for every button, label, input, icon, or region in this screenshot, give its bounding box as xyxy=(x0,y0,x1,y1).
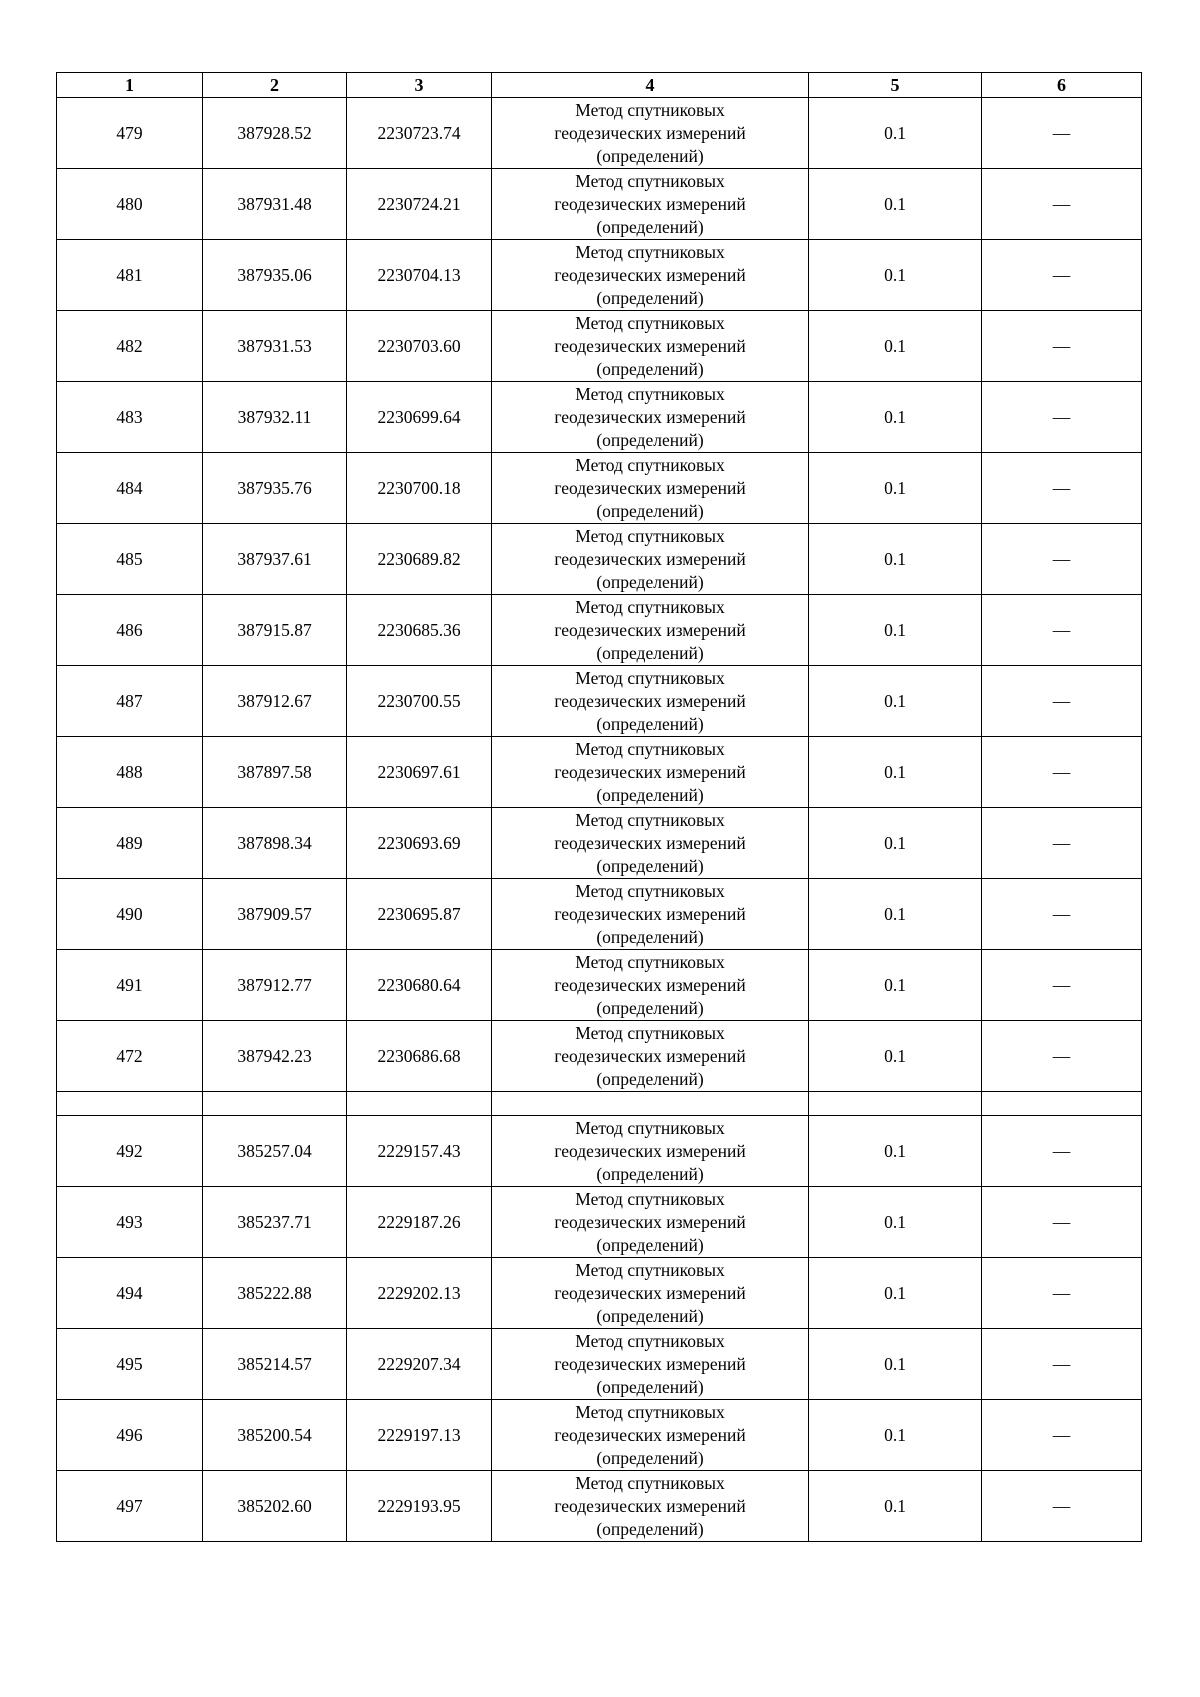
method-line: Метод спутниковых xyxy=(575,1188,725,1209)
method-cell xyxy=(492,524,809,595)
header-col-4: 4 xyxy=(492,73,809,98)
method-line: (определений) xyxy=(596,784,704,805)
accuracy-cell: 0.1 xyxy=(809,1187,982,1258)
method-line: геодезических измерений xyxy=(554,406,746,427)
coord-y-cell: 2230693.69 xyxy=(347,808,492,879)
coord-y-cell: 2230680.64 xyxy=(347,950,492,1021)
coord-x-cell: 387898.34 xyxy=(203,808,347,879)
method-line: Метод спутниковых xyxy=(575,454,725,475)
point-number-cell: 492 xyxy=(57,1116,203,1187)
coord-y-cell: 2229193.95 xyxy=(347,1471,492,1542)
table-row xyxy=(57,950,1142,1021)
table-row xyxy=(57,524,1142,595)
method-cell xyxy=(492,169,809,240)
method-line: (определений) xyxy=(596,1447,704,1468)
method-cell xyxy=(492,382,809,453)
table-row xyxy=(57,879,1142,950)
accuracy-cell: 0.1 xyxy=(809,737,982,808)
point-number-cell: 483 xyxy=(57,382,203,453)
method-line: геодезических измерений xyxy=(554,832,746,853)
accuracy-cell: 0.1 xyxy=(809,311,982,382)
method-line: (определений) xyxy=(596,997,704,1018)
method-line: Метод спутниковых xyxy=(575,880,725,901)
coord-y-cell: 2230689.82 xyxy=(347,524,492,595)
dash-cell: — xyxy=(982,311,1142,382)
point-number-cell: 472 xyxy=(57,1021,203,1092)
point-number-cell: 495 xyxy=(57,1329,203,1400)
accuracy-cell: 0.1 xyxy=(809,1329,982,1400)
method-line: (определений) xyxy=(596,216,704,237)
accuracy-cell: 0.1 xyxy=(809,240,982,311)
coord-x-cell: 385237.71 xyxy=(203,1187,347,1258)
coord-y-cell: 2229207.34 xyxy=(347,1329,492,1400)
accuracy-cell: 0.1 xyxy=(809,1021,982,1092)
method-line: (определений) xyxy=(596,713,704,734)
method-line: Метод спутниковых xyxy=(575,170,725,191)
coord-y-cell: 2230697.61 xyxy=(347,737,492,808)
method-line: Метод спутниковых xyxy=(575,241,725,262)
coord-y-cell: 2230700.55 xyxy=(347,666,492,737)
method-line: геодезических измерений xyxy=(554,903,746,924)
table-header-row xyxy=(57,73,1142,98)
dash-cell: — xyxy=(982,382,1142,453)
method-cell xyxy=(492,666,809,737)
method-line: геодезических измерений xyxy=(554,1140,746,1161)
point-number-cell: 497 xyxy=(57,1471,203,1542)
accuracy-cell: 0.1 xyxy=(809,453,982,524)
point-number-cell: 481 xyxy=(57,240,203,311)
method-line: (определений) xyxy=(596,642,704,663)
method-line: геодезических измерений xyxy=(554,1211,746,1232)
dash-cell: — xyxy=(982,240,1142,311)
method-line: (определений) xyxy=(596,500,704,521)
method-line: (определений) xyxy=(596,1234,704,1255)
coord-x-cell: 387942.23 xyxy=(203,1021,347,1092)
coord-y-cell: 2230700.18 xyxy=(347,453,492,524)
empty-cell xyxy=(57,1092,203,1116)
point-number-cell: 487 xyxy=(57,666,203,737)
method-line: геодезических измерений xyxy=(554,1353,746,1374)
method-line: Метод спутниковых xyxy=(575,99,725,120)
method-cell xyxy=(492,1187,809,1258)
table-row xyxy=(57,808,1142,879)
method-line: геодезических измерений xyxy=(554,690,746,711)
method-cell xyxy=(492,950,809,1021)
method-line: (определений) xyxy=(596,571,704,592)
point-number-cell: 496 xyxy=(57,1400,203,1471)
dash-cell: — xyxy=(982,950,1142,1021)
coord-x-cell: 387912.77 xyxy=(203,950,347,1021)
coord-y-cell: 2230704.13 xyxy=(347,240,492,311)
table-row xyxy=(57,240,1142,311)
coordinates-table xyxy=(56,72,1142,1542)
method-line: (определений) xyxy=(596,287,704,308)
method-line: (определений) xyxy=(596,1376,704,1397)
coord-y-cell: 2229197.13 xyxy=(347,1400,492,1471)
method-line: (определений) xyxy=(596,1305,704,1326)
method-cell xyxy=(492,879,809,950)
method-line: Метод спутниковых xyxy=(575,1401,725,1422)
coord-x-cell: 385202.60 xyxy=(203,1471,347,1542)
coord-x-cell: 387912.67 xyxy=(203,666,347,737)
coord-y-cell: 2230685.36 xyxy=(347,595,492,666)
method-line: Метод спутниковых xyxy=(575,1259,725,1280)
coord-x-cell: 387931.48 xyxy=(203,169,347,240)
header-col-5: 5 xyxy=(809,73,982,98)
dash-cell: — xyxy=(982,1187,1142,1258)
coord-x-cell: 387909.57 xyxy=(203,879,347,950)
method-cell xyxy=(492,1329,809,1400)
point-number-cell: 493 xyxy=(57,1187,203,1258)
header-col-3: 3 xyxy=(347,73,492,98)
table-row xyxy=(57,1329,1142,1400)
table-row-empty xyxy=(57,1092,1142,1116)
method-line: Метод спутниковых xyxy=(575,738,725,759)
dash-cell: — xyxy=(982,1400,1142,1471)
method-line: геодезических измерений xyxy=(554,264,746,285)
coord-x-cell: 387931.53 xyxy=(203,311,347,382)
coord-y-cell: 2229187.26 xyxy=(347,1187,492,1258)
accuracy-cell: 0.1 xyxy=(809,808,982,879)
header-col-1: 1 xyxy=(57,73,203,98)
coord-x-cell: 387915.87 xyxy=(203,595,347,666)
table-row xyxy=(57,1187,1142,1258)
point-number-cell: 485 xyxy=(57,524,203,595)
method-line: (определений) xyxy=(596,1518,704,1539)
accuracy-cell: 0.1 xyxy=(809,382,982,453)
method-line: геодезических измерений xyxy=(554,974,746,995)
header-col-6: 6 xyxy=(982,73,1142,98)
accuracy-cell: 0.1 xyxy=(809,879,982,950)
coord-x-cell: 385214.57 xyxy=(203,1329,347,1400)
dash-cell: — xyxy=(982,1021,1142,1092)
method-line: геодезических измерений xyxy=(554,122,746,143)
method-cell xyxy=(492,595,809,666)
accuracy-cell: 0.1 xyxy=(809,169,982,240)
table-row xyxy=(57,453,1142,524)
table-row xyxy=(57,1471,1142,1542)
table-row xyxy=(57,1116,1142,1187)
method-cell xyxy=(492,1258,809,1329)
coord-y-cell: 2229202.13 xyxy=(347,1258,492,1329)
method-line: (определений) xyxy=(596,358,704,379)
table-row xyxy=(57,169,1142,240)
method-line: Метод спутниковых xyxy=(575,1330,725,1351)
method-line: геодезических измерений xyxy=(554,1282,746,1303)
coord-x-cell: 387928.52 xyxy=(203,98,347,169)
method-line: Метод спутниковых xyxy=(575,1117,725,1138)
coord-x-cell: 387932.11 xyxy=(203,382,347,453)
coord-y-cell: 2230686.68 xyxy=(347,1021,492,1092)
method-line: геодезических измерений xyxy=(554,193,746,214)
method-line: (определений) xyxy=(596,926,704,947)
empty-cell xyxy=(809,1092,982,1116)
dash-cell: — xyxy=(982,453,1142,524)
table-row xyxy=(57,311,1142,382)
empty-cell xyxy=(492,1092,809,1116)
dash-cell: — xyxy=(982,595,1142,666)
table-row xyxy=(57,1400,1142,1471)
method-line: Метод спутниковых xyxy=(575,1472,725,1493)
method-line: Метод спутниковых xyxy=(575,383,725,404)
method-line: Метод спутниковых xyxy=(575,1022,725,1043)
empty-cell xyxy=(203,1092,347,1116)
method-line: (определений) xyxy=(596,145,704,166)
method-cell xyxy=(492,737,809,808)
method-cell xyxy=(492,453,809,524)
coord-x-cell: 385257.04 xyxy=(203,1116,347,1187)
point-number-cell: 491 xyxy=(57,950,203,1021)
method-line: Метод спутниковых xyxy=(575,312,725,333)
method-line: (определений) xyxy=(596,1068,704,1089)
method-cell xyxy=(492,808,809,879)
method-line: Метод спутниковых xyxy=(575,667,725,688)
table-row xyxy=(57,666,1142,737)
method-line: геодезических измерений xyxy=(554,619,746,640)
point-number-cell: 489 xyxy=(57,808,203,879)
coord-y-cell: 2230723.74 xyxy=(347,98,492,169)
accuracy-cell: 0.1 xyxy=(809,524,982,595)
method-line: Метод спутниковых xyxy=(575,596,725,617)
dash-cell: — xyxy=(982,879,1142,950)
method-line: Метод спутниковых xyxy=(575,525,725,546)
method-line: Метод спутниковых xyxy=(575,809,725,830)
empty-cell xyxy=(347,1092,492,1116)
point-number-cell: 490 xyxy=(57,879,203,950)
dash-cell: — xyxy=(982,1329,1142,1400)
method-line: (определений) xyxy=(596,429,704,450)
method-line: геодезических измерений xyxy=(554,1045,746,1066)
accuracy-cell: 0.1 xyxy=(809,1116,982,1187)
point-number-cell: 494 xyxy=(57,1258,203,1329)
dash-cell: — xyxy=(982,98,1142,169)
dash-cell: — xyxy=(982,1258,1142,1329)
method-line: геодезических измерений xyxy=(554,477,746,498)
method-cell xyxy=(492,1400,809,1471)
table-row xyxy=(57,737,1142,808)
method-line: геодезических измерений xyxy=(554,335,746,356)
accuracy-cell: 0.1 xyxy=(809,1258,982,1329)
accuracy-cell: 0.1 xyxy=(809,950,982,1021)
dash-cell: — xyxy=(982,737,1142,808)
coord-y-cell: 2230703.60 xyxy=(347,311,492,382)
coord-y-cell: 2230699.64 xyxy=(347,382,492,453)
method-line: геодезических измерений xyxy=(554,1495,746,1516)
dash-cell: — xyxy=(982,666,1142,737)
header-col-2: 2 xyxy=(203,73,347,98)
accuracy-cell: 0.1 xyxy=(809,666,982,737)
point-number-cell: 479 xyxy=(57,98,203,169)
dash-cell: — xyxy=(982,808,1142,879)
coord-x-cell: 387935.76 xyxy=(203,453,347,524)
coord-y-cell: 2229157.43 xyxy=(347,1116,492,1187)
method-cell xyxy=(492,98,809,169)
dash-cell: — xyxy=(982,169,1142,240)
point-number-cell: 482 xyxy=(57,311,203,382)
method-cell xyxy=(492,1021,809,1092)
accuracy-cell: 0.1 xyxy=(809,1471,982,1542)
method-line: геодезических измерений xyxy=(554,1424,746,1445)
coord-x-cell: 387935.06 xyxy=(203,240,347,311)
point-number-cell: 484 xyxy=(57,453,203,524)
method-line: (определений) xyxy=(596,1163,704,1184)
coord-x-cell: 385222.88 xyxy=(203,1258,347,1329)
coord-y-cell: 2230724.21 xyxy=(347,169,492,240)
point-number-cell: 488 xyxy=(57,737,203,808)
empty-cell xyxy=(982,1092,1142,1116)
table-body xyxy=(57,98,1142,1542)
accuracy-cell: 0.1 xyxy=(809,595,982,666)
accuracy-cell: 0.1 xyxy=(809,98,982,169)
table-row xyxy=(57,1258,1142,1329)
accuracy-cell: 0.1 xyxy=(809,1400,982,1471)
dash-cell: — xyxy=(982,1471,1142,1542)
table-row xyxy=(57,595,1142,666)
method-line: геодезических измерений xyxy=(554,761,746,782)
method-cell xyxy=(492,1116,809,1187)
coord-x-cell: 387937.61 xyxy=(203,524,347,595)
method-line: Метод спутниковых xyxy=(575,951,725,972)
dash-cell: — xyxy=(982,1116,1142,1187)
table-row xyxy=(57,382,1142,453)
table-row xyxy=(57,98,1142,169)
point-number-cell: 480 xyxy=(57,169,203,240)
method-line: геодезических измерений xyxy=(554,548,746,569)
coord-x-cell: 385200.54 xyxy=(203,1400,347,1471)
table-row xyxy=(57,1021,1142,1092)
coord-x-cell: 387897.58 xyxy=(203,737,347,808)
method-cell xyxy=(492,1471,809,1542)
method-cell xyxy=(492,311,809,382)
method-cell xyxy=(492,240,809,311)
method-line: (определений) xyxy=(596,855,704,876)
coord-y-cell: 2230695.87 xyxy=(347,879,492,950)
dash-cell: — xyxy=(982,524,1142,595)
point-number-cell: 486 xyxy=(57,595,203,666)
